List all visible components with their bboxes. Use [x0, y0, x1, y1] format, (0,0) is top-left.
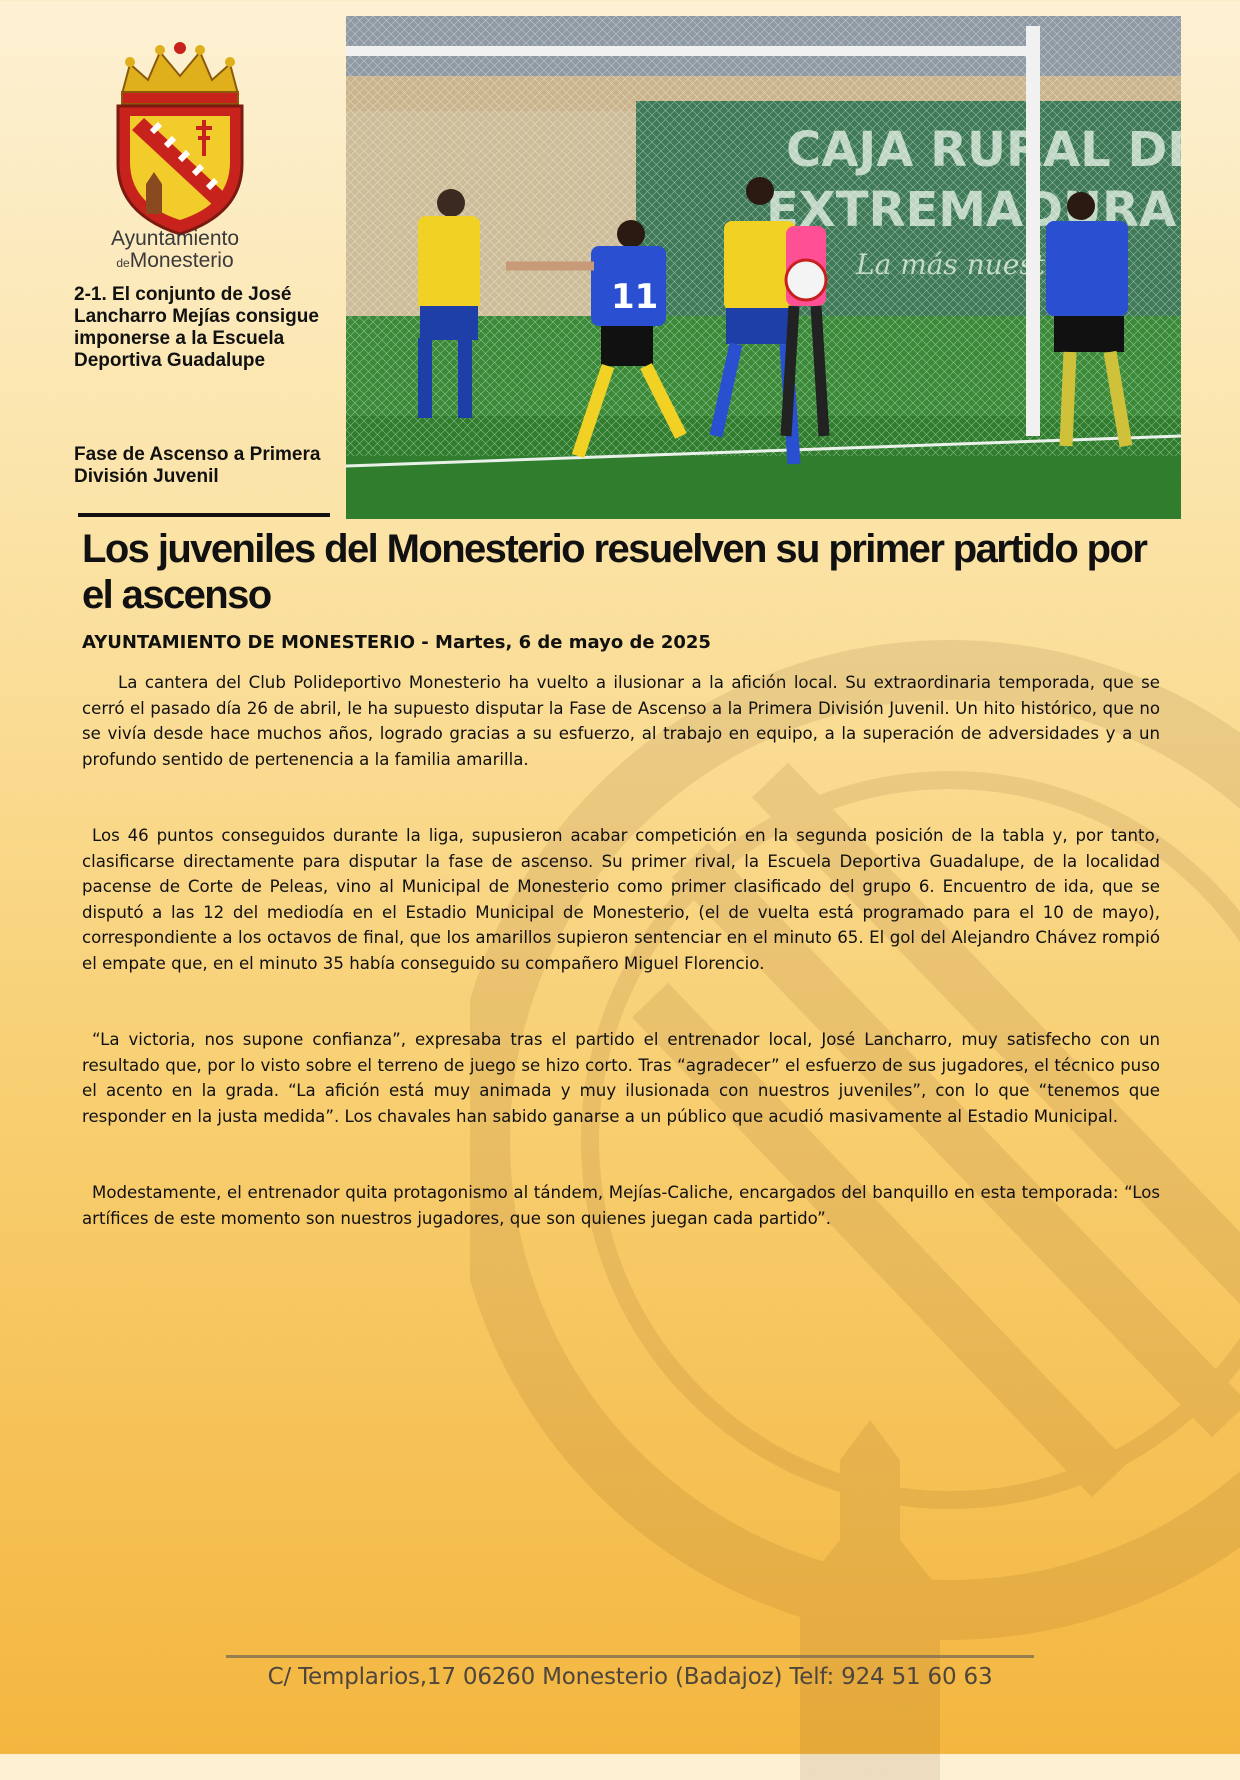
article-phase-label: Fase de Ascenso a Primera División Juvenil [74, 444, 321, 487]
shirt-number-11: 11 [611, 277, 659, 317]
sidebar-divider [78, 513, 330, 517]
logo-de: de [116, 256, 130, 270]
footer-address: C/ Templarios,17 06260 Monesterio (Badajoz) Telf: 924 51 60 63 [267, 1664, 993, 1690]
article-kicker: 2-1. El conjunto de José Lancharro Mejías consigue imponerse a la Escuela Deportiva Guadalupe [74, 284, 319, 371]
article-paragraph: Los 46 puntos conseguidos durante la liga, supusieron acabar competición en la segunda posición de la tabla y, por tanto, clasificarse directamente para disputar la fase de ascenso. Su primer rival, la Escuela Deportiva Guadalupe, de la localidad pacense de Corte de Peleas, vino al Municipal de Monesterio como primer clasificado del grupo 6. Encuentro de ida, que se disputó a las 12 del mediodía en el Estadio Municipal de Monesterio, (el de vuelta está programado para el 10 de mayo), correspondiente a los octavos de final, que los amarillos supieron sentenciar en el minuto 65. El gol del Alejandro Chávez rompió el empate que, en el minuto 35 había conseguido su compañero Miguel Florencio. [82, 826, 1160, 973]
match-photo [346, 16, 1181, 519]
footer-divider [226, 1655, 1034, 1658]
football-ball-icon [786, 260, 826, 300]
article-paragraph: Modestamente, el entrenador quita protagonismo al tándem, Mejías-Caliche, encargados del banquillo en esta temporada: “Los artífices de este momento son nuestros jugadores, que son quienes juegan cada partido”. [82, 1183, 1160, 1228]
article-paragraph: “La victoria, nos supone confianza”, expresaba tras el partido el entrenador local, José Lancharro, muy satisfecho con un resultado que, por lo visto sobre el terreno de juego se hizo corto. Tras “agradecer” el esfuerzo de sus jugadores, el técnico puso el acento en la grada. “La afición está muy animada y muy ilusionada con nuestros juveniles”, con lo que “tenemos que responder en la justa medida”. Los chavales han sabido ganarse a un público que acudió masivamente al Estadio Municipal. [82, 1030, 1160, 1126]
logo-line-ayuntamiento: Ayuntamiento [110, 227, 240, 250]
article-headline: Los juveniles del Monesterio resuelven su primer partido por el ascenso [82, 527, 1147, 617]
article-paragraph: La cantera del Club Polideportivo Monesterio ha vuelto a ilusionar a la afición local. Su extraordinaria temporada, que se cerró el pasado día 26 de abril, le ha supuesto disputar la Fase de Ascenso a la Primera División Juvenil. Un hito histórico, que no se vivía desde hace muchos años, logrado gracias a su esfuerzo, al trabajo en equipo, a la superación de adversidades y a un profundo sentido de pertenencia a la familia amarilla. [82, 673, 1160, 769]
logo-monesterio: Monesterio [129, 249, 234, 272]
logo-line-monesterio [70, 250, 280, 271]
logo-wordmark [70, 228, 280, 271]
article-byline: AYUNTAMIENTO DE MONESTERIO - Martes, 6 de mayo de 2025 [82, 632, 711, 653]
article-body [82, 670, 1160, 1282]
football-match-illustration [346, 16, 1181, 519]
